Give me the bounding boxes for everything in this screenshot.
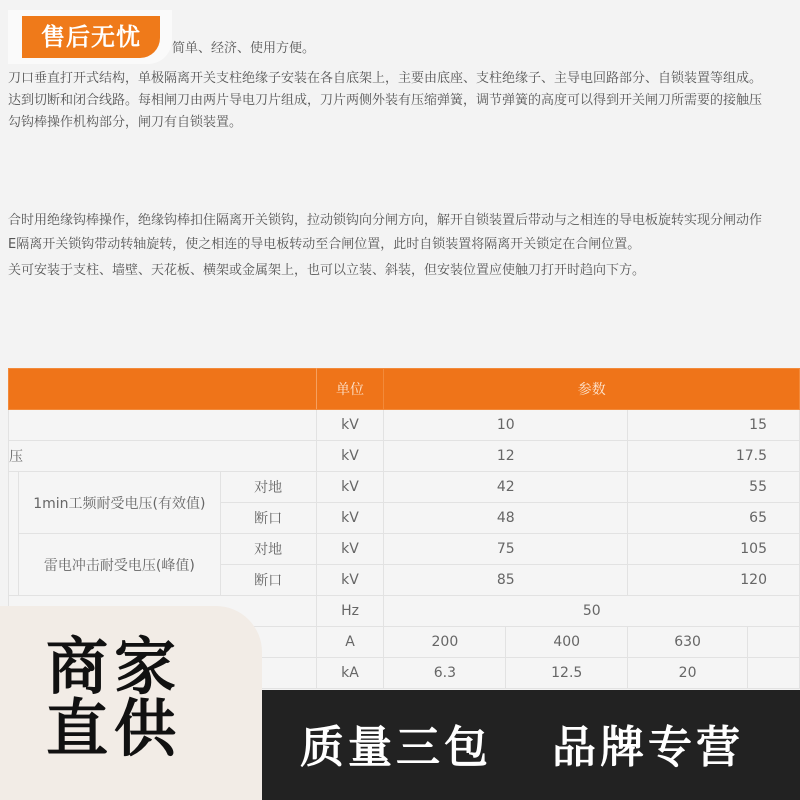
value-cell: 6.3 (384, 658, 506, 689)
intro-line-2: 刀口垂直打开式结构，单极隔离开关支柱绝缘子安装在各自底架上，主要由底座、支柱绝缘子、主导电回路部分、自锁装置等组成。 (8, 71, 763, 86)
unit-cell: kV (316, 472, 384, 503)
unit-cell: kV (316, 565, 384, 596)
value-cell: 105 (628, 534, 800, 565)
intro-line-3: 达到切断和闭合线路。每相闸刀由两片导电刀片组成，刀片两侧外装有压缩弹簧，调节弹簧的高度可以得到开关闸刀所需要的接触压 (8, 93, 763, 108)
promo-direct-supply: 商家直供 (46, 630, 183, 765)
value-cell: 42 (384, 472, 628, 503)
operation-line-1: 合时用绝缘钩棒操作，绝缘钩棒扣住隔离开关锁钩，拉动锁钩向分闸方向，解开自锁装置后带动与之相连的导电板旋转实现分闸动作 (8, 213, 763, 228)
intro-line-4: 勾钩棒操作机构部分，闸刀有自锁装置。 (8, 115, 243, 130)
value-cell: 12 (384, 441, 628, 472)
sub-label: 对地 (220, 534, 316, 565)
value-cell: 400 (506, 627, 628, 658)
sub-label: 断口 (220, 565, 316, 596)
table-row (9, 534, 800, 565)
table-header-row (9, 369, 800, 410)
value-cell: 120 (628, 565, 800, 596)
unit-cell: kV (316, 410, 384, 441)
value-cell: 75 (384, 534, 628, 565)
after-sales-badge: 售后无忧 (22, 16, 160, 58)
unit-cell: kA (316, 658, 384, 689)
row-label: 1min工频耐受电压(有效值) (18, 472, 220, 534)
value-cell: 15 (628, 410, 800, 441)
value-cell: 50 (384, 596, 800, 627)
sub-label: 断口 (220, 503, 316, 534)
row-label: 压 (9, 441, 317, 472)
value-cell: 630 (628, 627, 748, 658)
table-row (9, 410, 800, 441)
value-cell: 48 (384, 503, 628, 534)
promo-warranty: 质量三包 (300, 722, 492, 773)
operation-line-2: E隔离开关锁钩带动转轴旋转，使之相连的导电板转动至合闸位置，此时自锁装置将隔离开关锁定在合闸位置。 (8, 237, 641, 252)
unit-cell: kV (316, 503, 384, 534)
header-param: 参数 (384, 369, 800, 410)
promo-brand: 品牌专营 (552, 722, 744, 773)
value-cell: 12.5 (506, 658, 628, 689)
value-cell: 55 (628, 472, 800, 503)
table-row (9, 441, 800, 472)
value-cell: 65 (628, 503, 800, 534)
unit-cell: Hz (316, 596, 384, 627)
header-unit: 单位 (316, 369, 384, 410)
unit-cell: kV (316, 441, 384, 472)
value-cell: 200 (384, 627, 506, 658)
value-cell: 20 (628, 658, 748, 689)
value-cell: 85 (384, 565, 628, 596)
table-row (9, 472, 800, 503)
unit-cell: A (316, 627, 384, 658)
row-label: 雷电冲击耐受电压(峰值) (18, 534, 220, 596)
operation-line-3: 关可安装于支柱、墙壁、天花板、横架或金属架上，也可以立装、斜装，但安装位置应使触刀打开时趋向下方。 (8, 263, 646, 278)
intro-line-1: 简单、经济、使用方便。 (172, 41, 316, 56)
unit-cell: kV (316, 534, 384, 565)
value-cell: 10 (384, 410, 628, 441)
sub-label: 对地 (220, 472, 316, 503)
value-cell: 17.5 (628, 441, 800, 472)
